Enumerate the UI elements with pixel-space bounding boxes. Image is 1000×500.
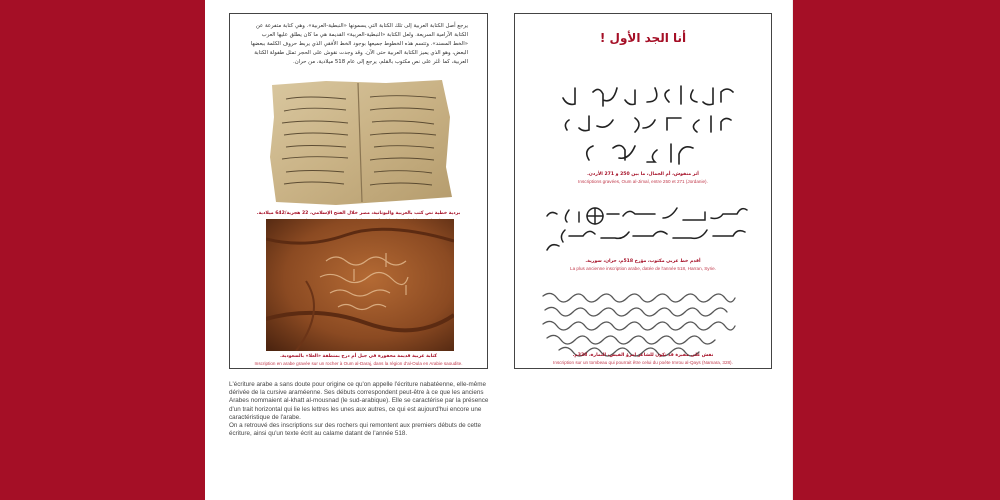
insc2-caption-ar: أقدم خط عربي مكتوب، مؤرخ 518م، حران، سورية. bbox=[585, 259, 701, 264]
rock-caption-ar: كتابة عربية قديمة محفورة في جبل أم درج بمنطقة «العلا» بالسعودية. bbox=[280, 354, 437, 359]
left-red-band bbox=[0, 0, 205, 500]
insc1-caption-ar: أثر منقوش، أم الجمال، ما بين 250 و 271 الأردن. bbox=[587, 172, 699, 177]
inscription-harran bbox=[535, 202, 755, 254]
arabic-paragraph: يرجع أصل الكتابة العربية إلى تلك الكتابة التي يسمونها «النبطية-العربية». وهي كتابة متفرعة عن الكتابة الآرامية السريعة. ولعل الكتابة «النبطية-العربية» القديمة هي ما كان يطلق عليها العرب «الخط المسند». وتتسم هذه الخطوط جميعها بوجود الخط الأفقي الذي يربط حروف الكلمة ببعضها البعض، وهو الذي يميز الكتابة العربية حتى الآن. وقد وجدت نقوش على الحجر تمثل طفولة الكتابة العربية، كما عُثر على نص مكتوب بالقلم، يرجع إلى عام 518 ميلادية، من حران. bbox=[250, 23, 468, 65]
right-panel bbox=[514, 13, 772, 369]
side-title-container bbox=[776, 10, 796, 170]
papyrus-caption-ar: بردية خطية نص كتب بالعربية واليونانية، مصر خلال الفتح الإسلامي، 22 هجرية/642 ميلادية. bbox=[256, 211, 461, 216]
rock-caption-fr: Inscription en arabe gravée sur un rocher à Oum al-Daraj, dans la région d'al-Oula en Arabie saoudite. bbox=[254, 361, 463, 366]
body-text bbox=[229, 381, 494, 438]
inscription-namara bbox=[539, 288, 749, 358]
right-red-band bbox=[792, 0, 1000, 500]
body-paragraph-2: On a retrouvé des inscriptions sur des rochers qui remontent aux premiers débuts de cette écriture, ainsi qu'un texte écrit au calame datant de l'année 518. bbox=[229, 422, 482, 438]
right-panel-title: أنا الجد الأول ! bbox=[599, 31, 687, 45]
insc1-caption-fr: Inscriptions gravées, Oum al-Jimal, entre 250 et 271 (Jordanie). bbox=[578, 179, 708, 184]
insc3-caption-fr: Inscription sur un tombeau qui pourrait être celui du poète Imrou al-Qays (Namara, 328). bbox=[553, 360, 733, 365]
left-panel bbox=[229, 13, 488, 369]
body-paragraph-1: L'écriture arabe a sans doute pour origine ce qu'on appelle l'écriture nabatéenne, elle-même dérivée de la cursive araméenne. Ses débuts correspondent peut-être à ce que les anciens Arabes nommaient al-khatt al-mousnad (le sud-arabique). Elle se caractérise par la présence d'un trait horizontal qui lie les lettres les unes aux autres, ce qui est aujourd'hui encore une caractéristique de l'arabe. bbox=[229, 381, 489, 421]
insc3-caption-ar: نقش على مقبرة قد تكون للشاعر امرؤ القيس، النمارة، 328م. bbox=[572, 353, 714, 358]
inscription-umm-jimal bbox=[543, 80, 743, 175]
insc2-caption-fr: La plus ancienne inscription arabe, datée de l'année 518, Harran, Syrie. bbox=[570, 266, 716, 271]
rock-inscription-image bbox=[266, 219, 454, 351]
papyrus-image bbox=[266, 77, 454, 209]
